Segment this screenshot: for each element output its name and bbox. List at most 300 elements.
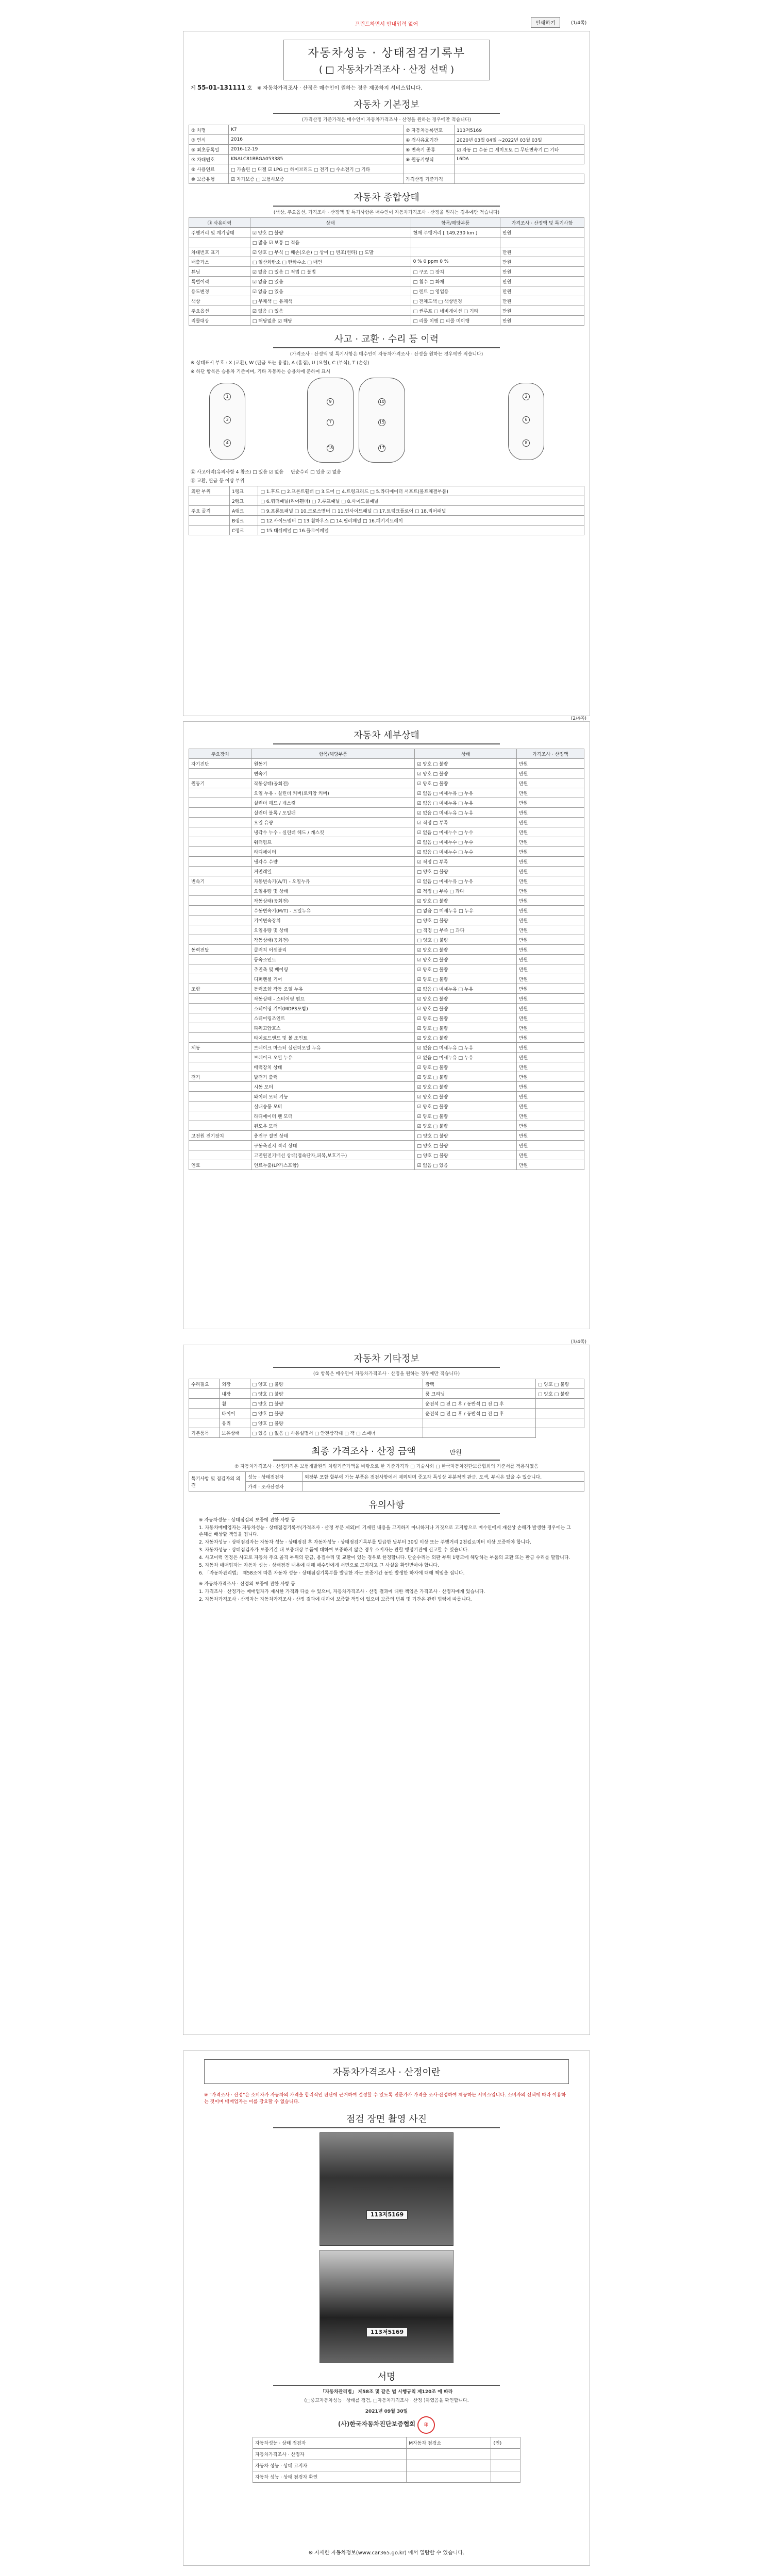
license-plate: 113저5169 (366, 2328, 408, 2337)
table-cell: 운전석 □ 전 □ 후 / 동반석 □ 전 □ 후 (423, 1409, 536, 1418)
table-cell: ☑ 없음 □ 미세누수 □ 누수 (415, 847, 517, 857)
table-cell (189, 238, 250, 247)
table-cell: ☑ 양호 □ 불량 (415, 1004, 517, 1013)
caution-item: 3. 자동차성능 · 상태점검자가 보증기간 내 보증대상 부품에 대하여 보증하지 않은 경우 소비자는 관할 행정기관에 신고할 수 있습니다. (199, 1548, 469, 1553)
table-cell: ☑ 없음 □ 미세누유 □ 누유 (415, 798, 517, 808)
table-cell (536, 1399, 584, 1409)
table-row (189, 1072, 584, 1082)
table-cell: 2020년 03월 04일 ~2022년 03월 03일 (455, 135, 584, 145)
price-note: ⑦ 자동차가격조사 · 산정가격은 보험개발원의 차량기준가액을 바탕으로 한 기준가격과 □ 기술사회 □ 한국자동차진단보증협회의 기준서를 적용하였음 (234, 1464, 539, 1469)
basic-info-note: (가격산정 가준가격은 매수인이 자동차가격조사 · 산정을 원하는 경우에만 적습니다) (301, 117, 472, 123)
doc-no: 55-01-131111 (197, 84, 246, 91)
table-cell: 라디에이터 팬 모터 (251, 1111, 415, 1121)
column-header: 항목/해당부품 (251, 749, 415, 759)
table-cell: 만원 (516, 1101, 584, 1111)
table-cell: □ 양호 □ 불량 (415, 867, 517, 876)
table-cell: ⑨ 사용연료 (189, 164, 229, 174)
diagram-num: 6 (523, 416, 530, 423)
table-cell: ☑ 적정 □ 부족 (415, 857, 517, 867)
table-cell (455, 174, 584, 184)
table-cell: 만원 (516, 916, 584, 925)
table-row (189, 906, 584, 916)
table-row (189, 1409, 584, 1418)
table-cell: ☑ 적정 □ 부족 □ 과다 (415, 886, 517, 896)
table-cell: 1랭크 (229, 486, 258, 496)
caution-item: 4. 사고이력 인정은 사고로 자동차 주요 골격 부위의 판금, 용접수리 및 교환이 있는 경우로 한정합니다. 단순수리는 외판 부위 1랭크에 해당하는 부품의 교환 또는 판금 수리를 말합니다. (199, 1555, 570, 1561)
table-cell: ☑ 없음 □ 미세누수 □ 누수 (415, 827, 517, 837)
caution-item: 6. 「자동차관리법」 제58조에 따른 자동차 성능 · 상태점검기록부를 발급한 자는 보증기간 동안 발생한 하자에 대해 책임을 집니다. (199, 1571, 465, 1576)
table-row (189, 1023, 584, 1033)
table-row (189, 857, 584, 867)
table-cell: 외판 부위 (189, 486, 230, 496)
table-cell: 자동차 성능 · 상태 점검자 확인 (253, 2471, 407, 2483)
inspection-photo-rear (320, 2250, 453, 2363)
license-plate: 113저5169 (366, 2210, 408, 2219)
table-cell (536, 1418, 584, 1428)
exchange-title: ⑬ 교환, 판금 등 이상 부위 (191, 479, 245, 484)
table-cell: □ 해당없음 ☑ 해당 (250, 316, 411, 326)
table-cell (189, 1023, 251, 1033)
table-cell (500, 238, 584, 247)
table-cell: 만원 (516, 1131, 584, 1141)
table-cell (189, 1141, 251, 1150)
table-row (189, 1399, 584, 1409)
table-cell: ⑤ 최초등록일 (189, 145, 229, 155)
document-title (283, 40, 490, 80)
print-button[interactable]: 인쇄하기 (531, 17, 560, 28)
table-cell (189, 837, 251, 847)
table-cell (189, 955, 251, 964)
signature-table (253, 2437, 520, 2483)
table-cell (189, 1062, 251, 1072)
table-cell: 만원 (516, 1160, 584, 1170)
table-cell: 113저5169 (455, 125, 584, 135)
table-row (189, 867, 584, 876)
page-counter: (1/4쪽) (571, 21, 587, 26)
table-cell: 실내송풍 모터 (251, 1101, 415, 1111)
doc-no-suffix: 호 (247, 86, 253, 91)
table-row (189, 1092, 584, 1101)
table-cell: 자기진단 (189, 759, 251, 769)
banner-text: ※ "가격조사 · 산정"은 소비자가 자동차의 가격을 합리적인 판단에 근거하여 결정할 수 있도록 전문가가 가격을 조사·산정하여 제공하는 서비스입니다. 소비자의 선택에 따라 이용하는 것이며 매매업자는 이를 강요할 수 없습니다. (204, 2093, 566, 2105)
caution-block (199, 1517, 574, 1603)
table-row (189, 1004, 584, 1013)
accident-history: ⑫ 사고이력(유의사항 4 참조) □ 있음 ☑ 없음 (191, 470, 284, 475)
table-cell: 만원 (500, 286, 584, 296)
table-row (189, 1101, 584, 1111)
table-cell: M자동차 점검소 (407, 2437, 491, 2449)
car-diagram (189, 378, 584, 465)
table-row (189, 876, 584, 886)
table-row (253, 2471, 520, 2483)
table-cell: 만원 (516, 1053, 584, 1062)
table-cell (407, 2460, 491, 2471)
table-row (189, 769, 584, 778)
table-cell: KNALC81BBGA053385 (229, 155, 404, 164)
caution-item: 2. 자동차성능 · 상태점검자는 자동차 성능 · 상태점검 후 자동차성능 · 상태점검기록부를 발급한 날부터 30일 이상 또는 주행거리 2천킬로미터 이상 보증해야 합니다. (199, 1540, 532, 1545)
table-cell: 만원 (516, 935, 584, 945)
table-cell: 디퍼렌셜 기어 (251, 974, 415, 984)
table-cell (189, 1418, 220, 1428)
table-cell: □ 6.쿼터패널(리어휀더) □ 7.루프패널 □ 8.사이드실패널 (258, 496, 584, 506)
table-cell: 등속조인트 (251, 955, 415, 964)
table-row (189, 145, 584, 155)
table-cell (189, 974, 251, 984)
table-cell: 수리필요 (189, 1379, 220, 1389)
table-cell (407, 2449, 491, 2460)
table-cell: 브레이크 오일 누유 (251, 1053, 415, 1062)
table-cell: 추진축 및 베어링 (251, 964, 415, 974)
diagram-num: 3 (224, 416, 231, 423)
table-cell: 외장 (220, 1379, 250, 1389)
table-cell: 와이퍼 모터 기능 (251, 1092, 415, 1101)
table-cell: ☑ 없음 □ 있음 (250, 277, 411, 286)
table-row (189, 496, 584, 506)
table-cell: 만원 (516, 974, 584, 984)
detail-table (189, 749, 584, 1170)
table-row (189, 955, 584, 964)
table-header-row (189, 749, 584, 759)
table-cell: 만원 (516, 847, 584, 857)
table-row (189, 945, 584, 955)
table-cell: 보유상태 (220, 1428, 250, 1438)
table-cell: ☑ 양호 □ 불량 (415, 994, 517, 1004)
table-cell: □ 양호 □ 불량 (536, 1379, 584, 1389)
table-cell (189, 847, 251, 857)
table-cell (189, 1082, 251, 1092)
table-cell: 만원 (516, 1033, 584, 1043)
table-cell: □ 많음 ☑ 보통 □ 적음 (250, 238, 411, 247)
table-cell: 기본품목 (189, 1428, 220, 1438)
table-cell (189, 1111, 251, 1121)
sign-company (183, 2416, 590, 2434)
table-cell: ① 차명 (189, 125, 229, 135)
table-cell: 만원 (516, 778, 584, 788)
table-cell: 전기 (189, 1072, 251, 1082)
table-cell (189, 867, 251, 876)
table-cell: 주요옵션 (189, 306, 250, 316)
table-cell: ☑ 양호 □ 불량 (415, 896, 517, 906)
table-cell: □ 12.사이드멤버 □ 13.휠하우스 □ 14.필러패널 □ 16.패키지트레이 (258, 516, 584, 526)
table-row (253, 2437, 520, 2449)
table-cell: 자동차가격조사 · 산정자 (253, 2449, 407, 2460)
table-cell: 2016-12-19 (229, 145, 404, 155)
table-cell: 작동상태(공회전) (251, 778, 415, 788)
table-cell: 원동기 (251, 759, 415, 769)
table-cell (189, 788, 251, 798)
table-cell: ⑩ 보증유형 (189, 174, 229, 184)
etc-table (189, 1379, 584, 1438)
table-cell: ⑧ 원동기형식 (404, 155, 455, 164)
sign-text-1: 「자동차관리법」 제58조 및 같은 법 시행규칙 제120조 에 따라 (320, 2389, 453, 2395)
table-cell (189, 916, 251, 925)
table-cell: 윈도우 모터 (251, 1121, 415, 1131)
table-cell: 만원 (500, 267, 584, 277)
table-row (189, 935, 584, 945)
table-row (189, 506, 584, 516)
table-row (189, 847, 584, 857)
table-row (189, 526, 584, 535)
table-cell: □ 양호 □ 불량 (250, 1409, 423, 1418)
table-row (189, 1033, 584, 1043)
table-row (189, 827, 584, 837)
price-title-text: 최종 가격조사 · 산정 금액 (311, 1446, 416, 1457)
table-row (189, 286, 584, 296)
table-cell (423, 1428, 536, 1438)
table-cell (189, 496, 230, 506)
table-cell: 오일유량 및 상태 (251, 925, 415, 935)
table-cell: ☑ 적정 □ 부족 (415, 818, 517, 827)
table-cell: □ 양호 □ 불량 (250, 1379, 423, 1389)
table-cell: ☑ 자가보증 □ 보험사보증 (229, 174, 404, 184)
table-cell: 내장 (220, 1389, 250, 1399)
table-row (189, 228, 584, 238)
accident-row (191, 468, 582, 475)
table-cell: ☑ 없음 □ 미세누유 □ 누유 (415, 788, 517, 798)
table-cell: ☑ 없음 □ 있음 (415, 1160, 517, 1170)
table-cell: ☑ 양호 □ 불량 (415, 955, 517, 964)
detail-title: 자동차 세부상태 (273, 728, 500, 744)
table-cell: ☑ 양호 □ 불량 (415, 1072, 517, 1082)
table-cell: 만원 (516, 886, 584, 896)
table-cell: K7 (229, 125, 404, 135)
table-cell: 배출가스 (189, 257, 250, 267)
table-cell: □ 양호 □ 불량 (415, 1141, 517, 1150)
caution-list-1 (199, 1525, 574, 1577)
table-row (189, 516, 584, 526)
table-cell (189, 935, 251, 945)
table-cell: ☑ 없음 □ 미세누수 □ 누수 (415, 837, 517, 847)
table-cell (189, 1004, 251, 1013)
table-cell (404, 164, 455, 174)
table-cell: □ 양호 □ 불량 (415, 916, 517, 925)
special-row2-value (303, 1482, 584, 1492)
simple-repair: 단순수리 □ 있음 ☑ 없음 (291, 470, 341, 475)
table-cell: 만원 (516, 1121, 584, 1131)
table-cell: 만원 (500, 228, 584, 238)
table-cell (189, 516, 230, 526)
table-cell: ☑ 양호 □ 불량 (415, 1023, 517, 1033)
special-row1-label: 성능 · 상태점검자 (246, 1472, 303, 1482)
sign-company-name: (사)한국자동차진단보증협회 (338, 2420, 415, 2428)
diagram-num: 8 (523, 439, 530, 447)
table-row (189, 1111, 584, 1121)
table-cell: □ 있음 □ 없음 □ 사용설명서 □ 안전삼각대 □ 잭 □ 스패너 (250, 1428, 423, 1438)
table-cell: 휠 (220, 1399, 250, 1409)
table-cell: 만원 (516, 808, 584, 818)
table-cell: 만원 (516, 984, 584, 994)
table-cell: 특별이력 (189, 277, 250, 286)
table-row (253, 2460, 520, 2471)
table-cell: ☑ 없음 □ 미세누유 □ 누유 (415, 984, 517, 994)
table-cell: □ 양호 □ 불량 (250, 1418, 423, 1428)
table-cell: 오일 유량 (251, 818, 415, 827)
table-cell: 워터펌프 (251, 837, 415, 847)
table-cell: □ 양호 □ 불량 (250, 1389, 423, 1399)
table-row (189, 759, 584, 769)
table-row (189, 886, 584, 896)
table-cell: 만원 (500, 316, 584, 326)
table-row (189, 267, 584, 277)
table-cell: 2016 (229, 135, 404, 145)
table-cell: □ 썬루프 □ 네비게이션 □ 기타 (411, 306, 500, 316)
table-row (189, 994, 584, 1004)
table-row (189, 257, 584, 267)
table-cell: 발전기 출력 (251, 1072, 415, 1082)
table-cell: ☑ 없음 □ 미세누유 □ 누유 (415, 876, 517, 886)
table-cell (189, 1053, 251, 1062)
table-cell: ☑ 자동 □ 수동 □ 세미오토 □ 무단변속기 □ 기타 (455, 145, 584, 155)
table-cell: □ 가솔린 □ 디젤 ☑ LPG □ 하이브리드 □ 전기 □ 수소전기 □ 기타 (229, 164, 404, 174)
table-cell: □ 침수 □ 화재 (411, 277, 500, 286)
table-row (189, 925, 584, 935)
table-cell: 만원 (500, 247, 584, 257)
table-row (189, 125, 584, 135)
table-row (189, 238, 584, 247)
table-cell: 커먼레일 (251, 867, 415, 876)
status-note: (색상, 주요옵션, 가격조사 · 산정액 및 특기사항은 매수인이 자동차가격조사 · 산정을 원하는 경우에만 적습니다) (273, 210, 500, 215)
table-row (189, 1379, 584, 1389)
table-cell: ☑ 양호 □ 불량 (415, 1013, 517, 1023)
table-row (189, 837, 584, 847)
table-row (189, 486, 584, 496)
table-cell: □ 양호 □ 불량 (415, 1131, 517, 1141)
table-cell: □ 없음 □ 미세누유 □ 누유 (415, 906, 517, 916)
table-row (189, 788, 584, 798)
table-cell: 구동축전지 격리 상태 (251, 1141, 415, 1150)
special-row2-label: 가격 · 조사산정자 (246, 1482, 303, 1492)
table-cell: 고전원 전기장치 (189, 1131, 251, 1141)
table-cell (189, 1389, 220, 1399)
table-cell: 스티어링 기어(MDPS포함) (251, 1004, 415, 1013)
table-cell: 유리 (220, 1418, 250, 1428)
table-cell: 만원 (516, 1092, 584, 1101)
table-cell: ☑ 양호 □ 불량 (415, 964, 517, 974)
table-row (189, 1062, 584, 1072)
table-cell: □ 전체도색 □ 색상변경 (411, 296, 500, 306)
table-cell: 작동상태(공회전) (251, 935, 415, 945)
table-cell (407, 2471, 491, 2483)
table-cell: 만원 (516, 1072, 584, 1082)
table-cell: ☑ 양호 □ 불량 (415, 974, 517, 984)
page-2 (183, 716, 590, 1329)
damage-title: 사고 · 교환 · 수리 등 이력 (273, 332, 500, 348)
diagram-num: 9 (327, 398, 334, 405)
table-cell: ② 자동차등록번호 (404, 125, 455, 135)
table-cell: ☑ 없음 □ 미세누유 □ 누유 (415, 1043, 517, 1053)
price-unit: 만원 (449, 1449, 462, 1456)
damage-note: (가격조사 · 산정액 및 특기사항은 매수인이 자동차가격조사 · 산정을 원하는 경우에만 적습니다) (290, 352, 483, 357)
table-cell: ☑ 없음 □ 있음 (250, 306, 411, 316)
table-cell (189, 1150, 251, 1160)
table-row (189, 808, 584, 818)
damage-legend-1: ※ 상태표시 부호 : X (교환), W (판금 또는 용접), A (흠집), U (요철), C (부식), T (손상) (191, 361, 369, 366)
table-cell: ☑ 양호 □ 불량 (415, 778, 517, 788)
table-cell: ☑ 양호 □ 불량 (415, 1092, 517, 1101)
table-header-row (189, 218, 584, 228)
exchange-table (189, 486, 584, 535)
column-header: 주요장치 (189, 749, 251, 759)
diagram-num: 18 (327, 445, 334, 452)
table-cell: 리콜대상 (189, 316, 250, 326)
table-row (189, 306, 584, 316)
table-cell (189, 1409, 220, 1418)
table-cell: 주요 골격 (189, 506, 230, 516)
diagram-num: 1 (224, 393, 231, 400)
table-row (189, 247, 584, 257)
table-cell: 자동차 성능 · 상태 고지자 (253, 2460, 407, 2471)
table-cell (491, 2460, 520, 2471)
table-row (189, 1428, 584, 1438)
table-cell: 용도변경 (189, 286, 250, 296)
status-title: 자동차 종합상태 (273, 190, 500, 207)
table-cell: 만원 (516, 1141, 584, 1150)
table-cell (189, 994, 251, 1004)
table-cell: □ 렌트 □ 영업용 (411, 286, 500, 296)
table-cell: 만원 (500, 296, 584, 306)
table-cell (411, 247, 500, 257)
table-cell: 작동상태 - 스티어링 펌프 (251, 994, 415, 1004)
table-row (189, 1141, 584, 1150)
table-cell: 튜닝 (189, 267, 250, 277)
table-cell: 배력장치 상태 (251, 1062, 415, 1072)
table-cell (189, 827, 251, 837)
basic-info-table (189, 125, 584, 184)
table-cell: ☑ 없음 □ 미세누유 □ 누유 (415, 808, 517, 818)
table-row (189, 316, 584, 326)
table-cell: 브레이크 마스터 실린더오일 누유 (251, 1043, 415, 1053)
table-cell: 기어변속장치 (251, 916, 415, 925)
photo-title: 점검 장면 촬영 사진 (273, 2112, 500, 2128)
table-cell: 만원 (516, 867, 584, 876)
table-cell: □ 양호 □ 불량 (250, 1399, 423, 1409)
table-cell: 동력조향 작동 오일 누유 (251, 984, 415, 994)
table-cell: ③ 연식 (189, 135, 229, 145)
table-cell: 제동 (189, 1043, 251, 1053)
column-header: ⑪ 사용이력 (189, 218, 250, 228)
table-cell: 만원 (516, 945, 584, 955)
table-cell: 2랭크 (229, 496, 258, 506)
table-cell (423, 1418, 536, 1428)
table-row (189, 896, 584, 906)
table-cell: 만원 (516, 1082, 584, 1092)
sign-title: 서명 (273, 2369, 500, 2386)
price-title (273, 1444, 500, 1461)
table-cell (189, 886, 251, 896)
table-cell: □ 리콜 이행 □ 리콜 미이행 (411, 316, 500, 326)
table-cell (189, 769, 251, 778)
table-row (189, 1121, 584, 1131)
seal-stamp-icon: 印 (417, 2416, 435, 2434)
table-cell: ☑ 양호 □ 불량 (415, 1033, 517, 1043)
diagram-num: 17 (378, 445, 385, 452)
table-cell: 만원 (516, 964, 584, 974)
table-row (189, 1160, 584, 1170)
sign-text-2: (□중고자동차성능 · 상태를 점검, □자동차가격조사 · 산정 )하였음을 확인합니다. (304, 2398, 469, 2403)
table-cell: 오일유량 및 상태 (251, 886, 415, 896)
table-cell: ☑ 양호 □ 불량 (415, 1121, 517, 1131)
table-cell: ④ 검사유효기간 (404, 135, 455, 145)
table-cell: ☑ 양호 □ 불량 (415, 769, 517, 778)
table-row (189, 1053, 584, 1062)
table-row (189, 964, 584, 974)
table-row (189, 155, 584, 164)
table-cell: C랭크 (229, 526, 258, 535)
page-number: (2/4쪽) (570, 716, 586, 721)
table-row (189, 984, 584, 994)
doc-note: ※ 자동차가격조사 · 산정은 매수인이 원하는 경우 제공하지 서비스입니다. (257, 86, 423, 91)
table-row (189, 1150, 584, 1160)
